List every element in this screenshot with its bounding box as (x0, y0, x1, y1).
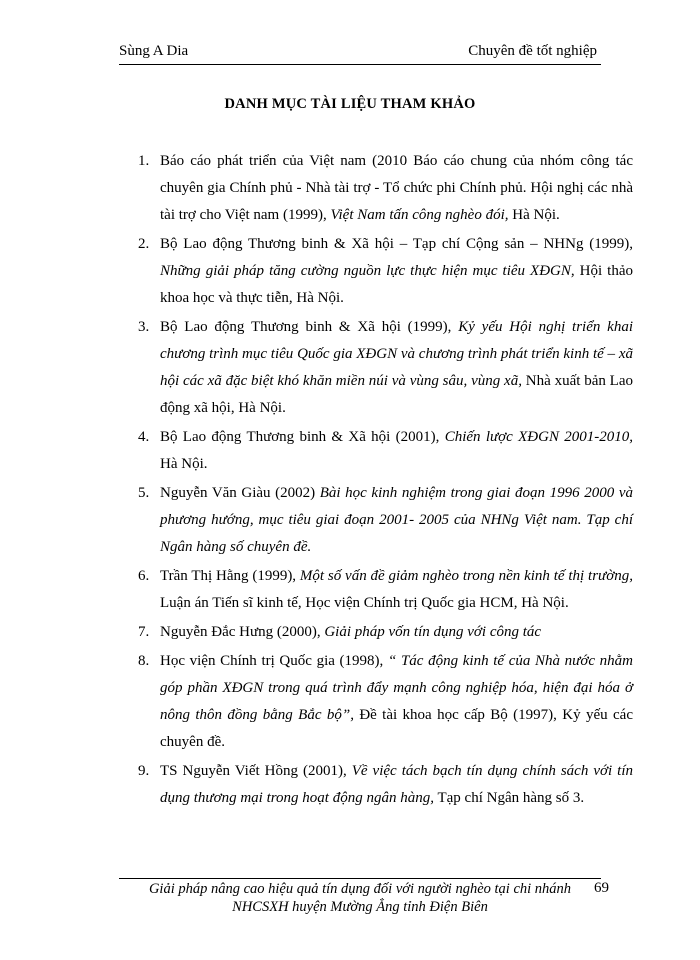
footer-divider (119, 878, 601, 879)
reference-text: Nguyễn Văn Giàu (2002) (160, 485, 320, 501)
header-author: Sùng A Dia (119, 43, 189, 59)
reference-item (138, 424, 633, 478)
reference-number: 7. (138, 624, 150, 640)
reference-item (138, 648, 633, 756)
reference-text: Hà Nội. (508, 207, 560, 223)
reference-text: Nhà xuất bản Lao động xã hội, Hà Nội. (160, 373, 633, 416)
reference-item (138, 480, 633, 561)
reference-item (138, 758, 633, 812)
page-footer (119, 880, 609, 916)
reference-number: 2. (138, 236, 150, 252)
footer-line-1: Giải pháp nâng cao hiệu quả tín dụng đối với người nghèo tại chi nhánh (148, 881, 572, 897)
reference-text: Bộ Lao động Thương binh & Xã hội – Tạp chí Cộng sản – NHNg (1999), (160, 236, 633, 252)
reference-number: 4. (138, 429, 150, 445)
reference-title-text: Bài học kinh nghiệm trong giai đoạn 1996 2000 và phương hướng, mục tiêu giai đoạn 2001- 2005 của NHNg Việt nam. Tạp chí Ngân hàng số chuyên đề. (160, 485, 633, 555)
reference-number: 8. (138, 653, 150, 669)
reference-title-text: “ Tác động kinh tế của Nhà nước nhằm góp phần XĐGN trong quá trình đẩy mạnh công nghiệp hóa, hiện đại hóa ở nông thôn đồng bằng Bắc bộ”, (160, 653, 634, 723)
reference-number: 1. (138, 153, 150, 169)
reference-text: Hội thảo khoa học và thực tiễn, Hà Nội. (160, 263, 634, 306)
reference-title-text: Giải pháp vốn tín dụng với công tác (324, 624, 542, 640)
reference-item (138, 314, 633, 422)
reference-title-text: Những giải pháp tăng cường nguồn lực thực hiện mục tiêu XĐGN, (160, 263, 575, 279)
reference-number: 5. (138, 485, 150, 501)
reference-item (138, 563, 633, 617)
reference-text: Báo cáo phát triển của Việt nam (2010 Báo cáo chung của nhóm công tác chuyên gia Chính phủ - Nhà tài trợ - Tổ chức phi Chính phủ. Hội nghị các nhà tài trợ cho Việt nam (1999), (160, 153, 633, 223)
reference-text: Nguyễn Đắc Hưng (2000), (160, 624, 325, 640)
reference-text: Hà Nội. (160, 456, 208, 472)
reference-text: Luận án Tiến sĩ kinh tế, Học viện Chính trị Quốc gia HCM, Hà Nội. (160, 595, 569, 611)
reference-text: TS Nguyễn Viết Hồng (2001), (160, 763, 352, 779)
reference-title-text: Một số vấn đề giảm nghèo trong nền kinh tế thị trường, (299, 568, 633, 584)
page-header (119, 38, 601, 65)
footer-line-2: NHCSXH huyện Mường Ẳng tỉnh Điện Biên (232, 899, 488, 915)
reference-number: 3. (138, 319, 150, 335)
page-title: DANH MỤC TÀI LIỆU THAM KHẢO (224, 96, 476, 112)
reference-number: 9. (138, 763, 150, 779)
reference-text: Bộ Lao động Thương binh & Xã hội (2001), (160, 429, 445, 445)
reference-title-text: Việt Nam tấn công nghèo đói, (330, 207, 509, 223)
reference-title-text: Chiến lược XĐGN 2001-2010, (444, 429, 633, 445)
reference-title-text: Kỷ yếu Hội nghị triển khai chương trình mục tiêu Quốc gia XĐGN và chương trình phát triển kinh tế – xã hội các xã đặc biệt khó khăn miền núi và vùng sâu, vùng xã, (160, 319, 633, 389)
reference-text: Học viện Chính trị Quốc gia (1998), (160, 653, 388, 669)
reference-item (138, 148, 633, 229)
reference-item (138, 619, 633, 646)
reference-title-text: Về việc tách bạch tín dụng chính sách với tín dụng thương mại trong hoạt động ngân hàng, (160, 763, 633, 806)
reference-text: Tạp chí Ngân hàng số 3. (433, 790, 585, 806)
reference-number: 6. (138, 568, 150, 584)
reference-text: Đề tài khoa học cấp Bộ (1997), Kỷ yếu các chuyên đề. (160, 707, 633, 750)
reference-text: Trần Thị Hằng (1999), (160, 568, 300, 584)
reference-list (138, 148, 633, 814)
reference-item (138, 231, 633, 312)
reference-text: Bộ Lao động Thương binh & Xã hội (1999), (160, 319, 459, 335)
page-number: 69 (594, 880, 609, 896)
header-topic: Chuyên đề tốt nghiệp (468, 43, 597, 59)
